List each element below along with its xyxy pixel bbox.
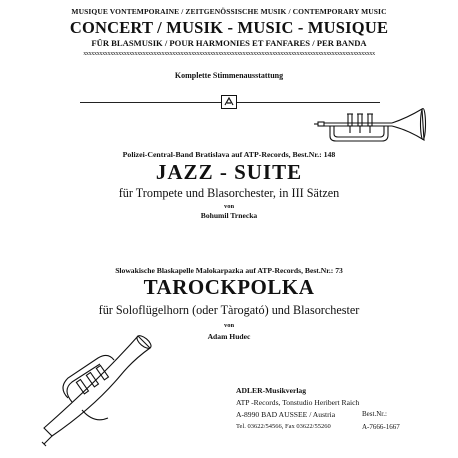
- piece1-by: von: [223, 203, 235, 210]
- publisher-logo-icon: [221, 95, 237, 109]
- publisher-phone: Tel. 03622/54566, Fax 03622/55260: [236, 423, 331, 430]
- piece2-subtitle: für Soloflügelhorn (oder Tàrogató) und Blasorchester: [98, 303, 360, 317]
- piece1-composer: Bohumil Trnecka: [200, 211, 258, 220]
- order-label: Best.Nr.:: [362, 410, 387, 418]
- piece2-recording: Slowakische Blaskapelle Malokarpazka auf ATP-Records, Best.Nr.: 73: [115, 266, 343, 275]
- publisher-line2: ATP -Records, Tonstudio Heribert Raich: [236, 398, 360, 407]
- publisher-address: A-8990 BAD AUSSEE / Austria: [236, 410, 336, 419]
- piece2-by: von: [223, 322, 235, 329]
- separator-x-line: xxxxxxxxxxxxxxxxxxxxxxxxxxxxxxxxxxxxxxxxxxxxxxxxxxxxxxxxxxxxxxxxxxxxxxxxxxxxxxxxxxxxxxxxxxxxxxxxxxxxxxxxxxxx: [83, 51, 375, 57]
- piece1-recording: Polizei-Central-Band Bratislava auf ATP-Records, Best.Nr.: 148: [122, 150, 336, 159]
- publisher-name: ADLER-Musikverlag: [236, 386, 307, 395]
- header-contemporary-line: MUSIQUE VONTEMPORAINE / ZEITGENÖSSISCHE MUSIK / CONTEMPORARY MUSIC: [71, 7, 387, 16]
- ensemble-line: FÜR BLASMUSIK / POUR HARMONIES ET FANFARES / PER BANDA: [91, 38, 367, 48]
- genre-title: CONCERT / MUSIK - MUSIC - MUSIQUE: [69, 18, 389, 37]
- piece1-title: JAZZ - SUITE: [155, 160, 303, 184]
- trumpet-icon: [312, 106, 428, 144]
- score-note: Komplette Stimmenausstattung: [174, 71, 284, 80]
- order-number: A-7666-1667: [362, 423, 400, 431]
- piece2-composer: Adam Hudec: [207, 332, 251, 341]
- flugelhorn-icon: [38, 328, 158, 446]
- piece2-title: TAROCKPOLKA: [143, 275, 315, 299]
- piece1-subtitle: für Trompete und Blasorchester, in III Sätzen: [118, 186, 340, 200]
